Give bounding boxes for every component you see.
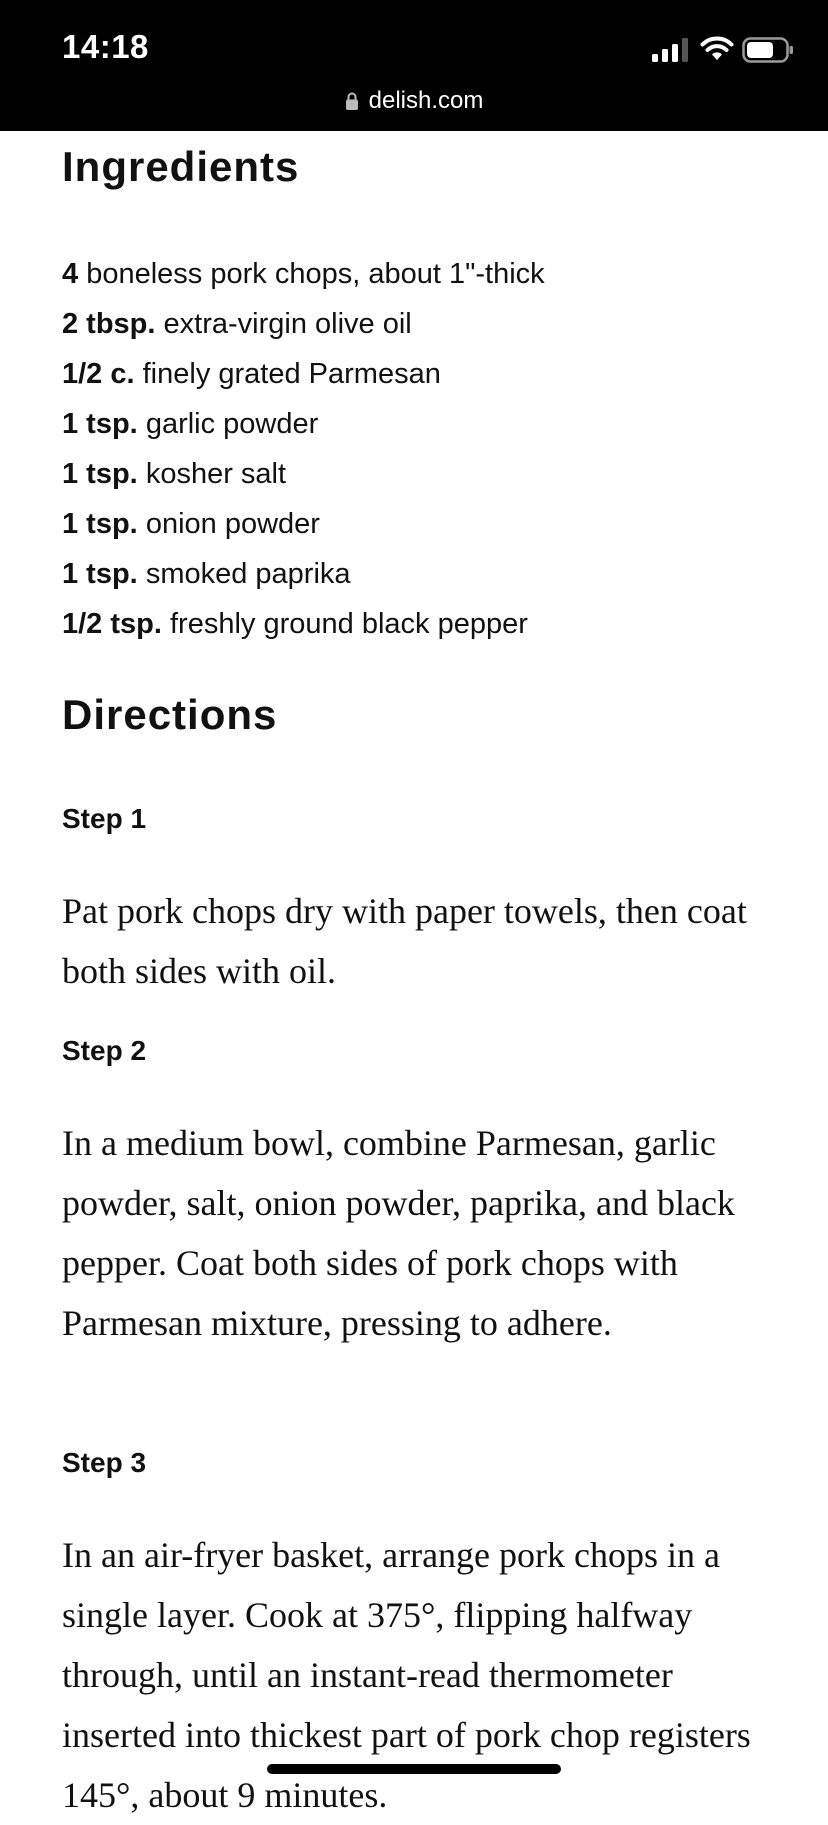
signal-icon bbox=[652, 38, 690, 62]
ingredient-name: boneless pork chops, about 1"-thick bbox=[86, 258, 545, 290]
ingredient-item bbox=[62, 599, 545, 649]
url-bar[interactable] bbox=[0, 84, 828, 118]
ingredient-item bbox=[62, 349, 545, 399]
step-text: In an air-fryer basket, arrange pork chops in a single layer. Cook at 375°, flipping halfway through, until an instant-read thermometer inserted into thickest part of pork chop registers 145°, about 9 minutes. bbox=[62, 1535, 751, 1815]
step-label: Step 1 bbox=[62, 803, 147, 834]
ingredient-item bbox=[62, 249, 545, 299]
ingredient-name: finely grated Parmesan bbox=[142, 358, 441, 390]
lock-icon bbox=[345, 91, 359, 111]
ingredient-amount: 4 bbox=[62, 258, 79, 290]
status-time: 14:18 bbox=[62, 28, 149, 65]
battery-icon bbox=[742, 36, 794, 64]
ingredient-amount: 1/2 tsp. bbox=[62, 608, 162, 640]
step-text: Pat pork chops dry with paper towels, then coat both sides with oil. bbox=[62, 891, 747, 991]
ingredient-name: onion powder bbox=[145, 508, 320, 540]
ingredient-name: smoked paprika bbox=[145, 558, 351, 590]
ingredient-list bbox=[62, 249, 545, 649]
ingredient-amount: 1 tsp. bbox=[62, 508, 138, 540]
ingredient-amount: 1 tsp. bbox=[62, 408, 138, 440]
step-text: In a medium bowl, combine Parmesan, garlic powder, salt, onion powder, paprika, and black pepper. Coat both sides of pork chops with Parmesan mixture, pressing to adhere. bbox=[62, 1123, 735, 1343]
url-text: delish.com bbox=[368, 87, 484, 114]
step-label: Step 3 bbox=[62, 1447, 147, 1478]
ingredient-amount: 1 tsp. bbox=[62, 458, 138, 490]
ingredient-amount: 2 tbsp. bbox=[62, 308, 156, 340]
ingredient-amount: 1 tsp. bbox=[62, 558, 138, 590]
ingredient-item bbox=[62, 299, 545, 349]
wifi-icon bbox=[700, 36, 734, 62]
ingredients-heading: Ingredients bbox=[62, 143, 300, 190]
ingredient-item bbox=[62, 549, 545, 599]
ingredient-item bbox=[62, 499, 545, 549]
ingredient-name: kosher salt bbox=[145, 458, 287, 490]
step-label: Step 2 bbox=[62, 1035, 147, 1066]
ingredient-amount: 1/2 c. bbox=[62, 358, 135, 390]
browser-top-bar bbox=[0, 0, 828, 131]
directions-heading: Directions bbox=[62, 691, 278, 738]
ingredient-name: freshly ground black pepper bbox=[170, 608, 528, 640]
ingredient-item bbox=[62, 449, 545, 499]
home-indicator[interactable] bbox=[267, 1764, 561, 1774]
ingredient-name: garlic powder bbox=[145, 408, 319, 440]
ingredient-item bbox=[62, 399, 545, 449]
ingredient-name: extra-virgin olive oil bbox=[163, 308, 412, 340]
